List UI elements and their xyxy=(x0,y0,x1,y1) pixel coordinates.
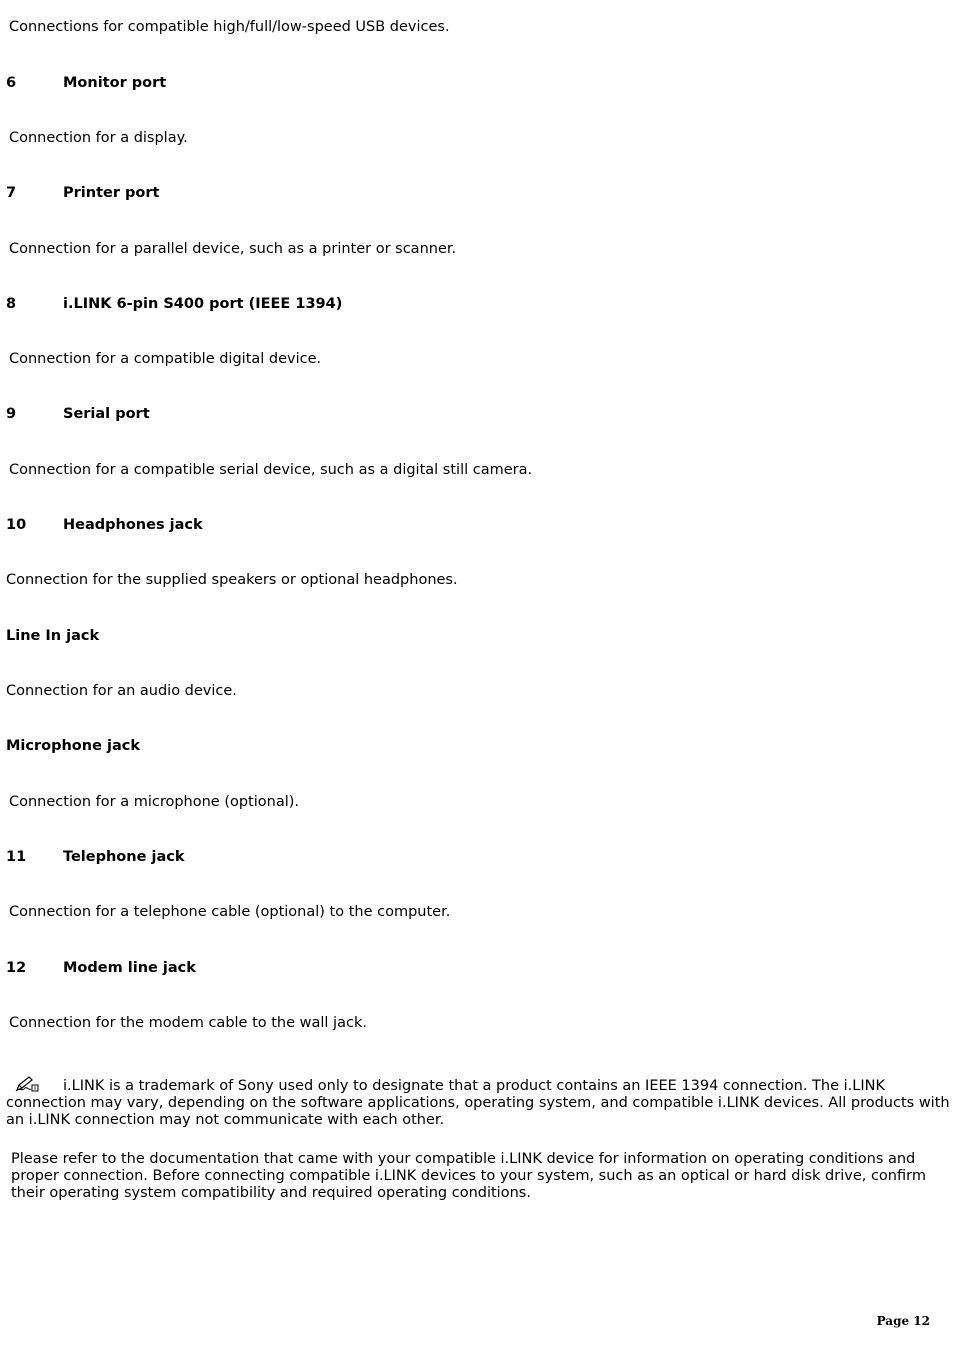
item-title: Headphones jack xyxy=(63,517,203,533)
item-title: Modem line jack xyxy=(63,960,196,976)
item-number: 10 xyxy=(6,517,27,533)
sub-item-description: Connection for a microphone (optional). xyxy=(9,794,300,810)
item-number: 7 xyxy=(6,185,17,201)
item-heading xyxy=(6,185,159,202)
item-heading xyxy=(6,296,342,313)
item-description: Connection for a compatible serial device, such as a digital still camera. xyxy=(9,462,533,478)
pencil-note-icon xyxy=(6,1076,63,1095)
sub-item-title: Line In jack xyxy=(6,628,100,644)
item-number: 6 xyxy=(6,75,17,91)
info-paragraph: Please refer to the documentation that came with your compatible i.LINK device for information on operating conditions and proper connection. Before connecting compatible i.LINK devices to your system, such as an optical or hard disk drive, confirm their operating system compatibility and required operating conditions. xyxy=(11,1151,926,1201)
item-number: 8 xyxy=(6,296,17,312)
item-number: 12 xyxy=(6,960,27,976)
item-description: Connection for the supplied speakers or optional headphones. xyxy=(6,572,458,588)
item-heading xyxy=(6,75,166,92)
item-number: 9 xyxy=(6,406,17,422)
item-heading xyxy=(6,960,196,977)
item-title: Telephone jack xyxy=(63,849,185,865)
item-description: Connection for a display. xyxy=(9,130,188,146)
page-number: Page 12 xyxy=(876,1314,930,1328)
item-title: Monitor port xyxy=(63,75,167,91)
item-heading xyxy=(6,406,150,423)
item-description: Connection for the modem cable to the wall jack. xyxy=(9,1015,367,1031)
intro-text: Connections for compatible high/full/low-speed USB devices. xyxy=(9,19,450,35)
item-title: i.LINK 6-pin S400 port (IEEE 1394) xyxy=(63,296,343,312)
item-title: Serial port xyxy=(63,406,150,422)
item-heading xyxy=(6,517,203,534)
item-heading xyxy=(6,849,184,866)
item-number: 11 xyxy=(6,849,27,865)
item-description: Connection for a telephone cable (optional) to the computer. xyxy=(9,904,451,920)
note-block xyxy=(6,1076,950,1129)
sub-item-description: Connection for an audio device. xyxy=(6,683,237,699)
note-text: i.LINK is a trademark of Sony used only to designate that a product contains an IEEE 1394 connection. The i.LINK connection may vary, depending on the software applications, operating system, and compatible i.LINK devices. All products with an i.LINK connection may not communicate with each other. xyxy=(6,1078,950,1128)
sub-item-title: Microphone jack xyxy=(6,738,140,754)
item-description: Connection for a parallel device, such as a printer or scanner. xyxy=(9,241,457,257)
item-description: Connection for a compatible digital device. xyxy=(9,351,322,367)
item-title: Printer port xyxy=(63,185,160,201)
